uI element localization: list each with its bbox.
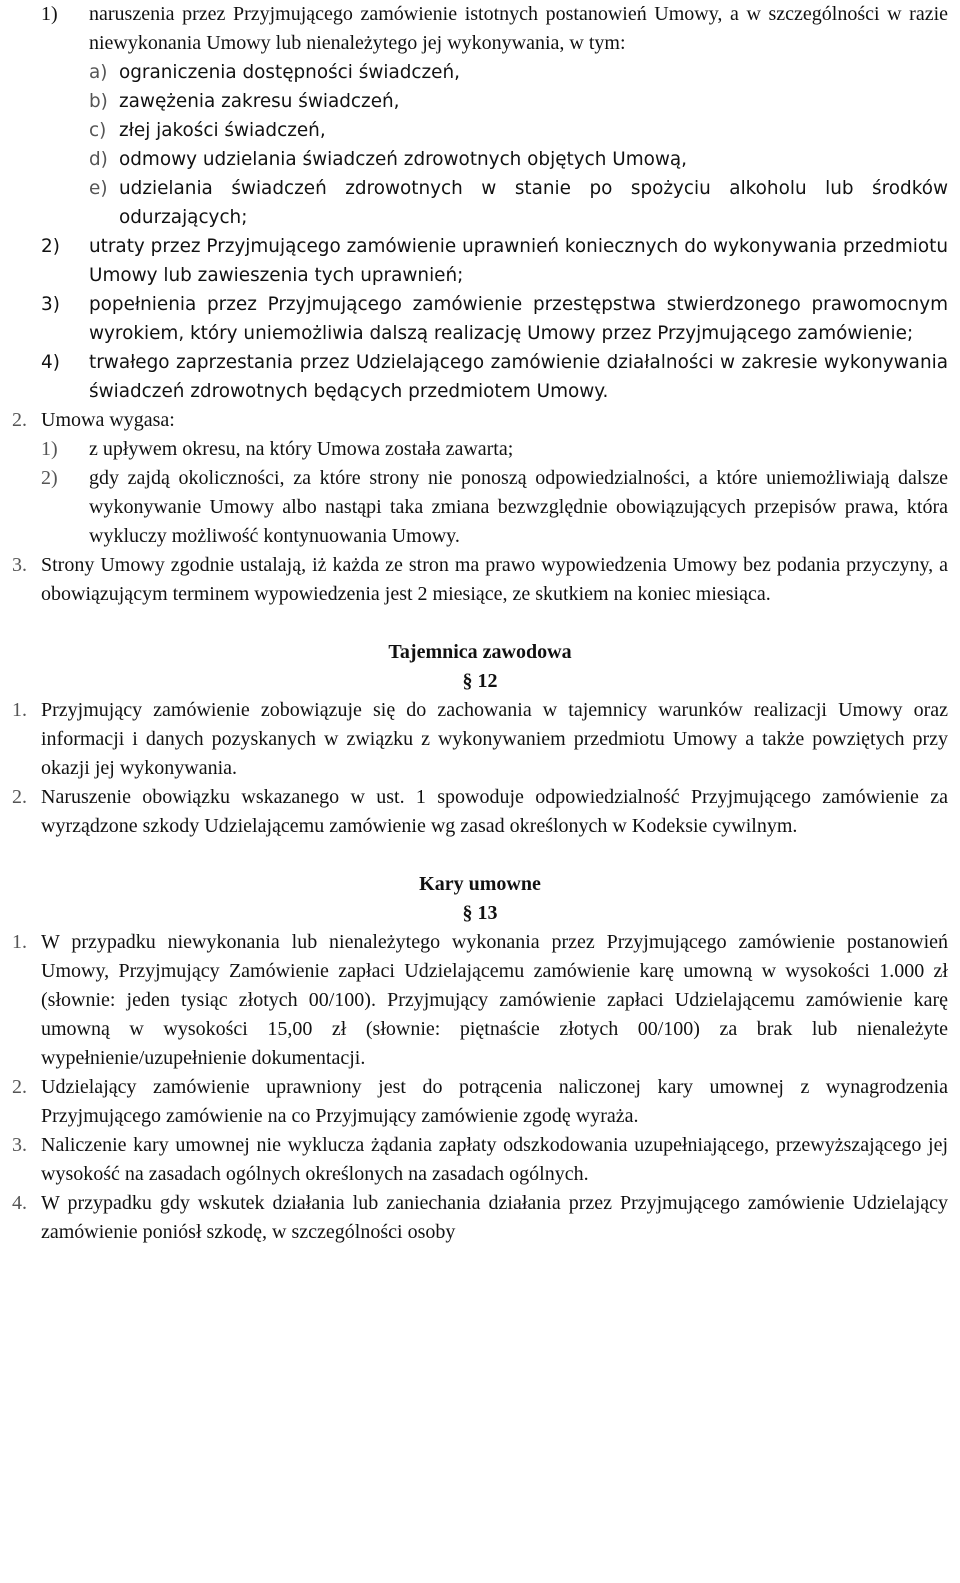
clause-text: Strony Umowy zgodnie ustalają, iż każda ze stron ma prawo wypowiedzenia Umowy bez podania przyczyny, a obowiązującym terminem wypowiedzenia jest 2 miesiące, ze skutkiem na koniec miesiąca. [41, 554, 948, 605]
clause-number: 3. [12, 554, 27, 576]
clause-number: 2. [12, 409, 27, 431]
sub-list-item [12, 87, 948, 116]
item-number: 2) [41, 467, 58, 489]
clause-text: Umowa wygasa: [41, 409, 175, 431]
sub-item-text: złej jakości świadczeń, [119, 120, 326, 141]
sub-item-letter: a) [89, 62, 108, 83]
clause-item [12, 551, 948, 609]
clause-item [12, 783, 948, 841]
clause-number: 2. [12, 786, 27, 808]
sub-list-item [12, 58, 948, 87]
clause-text: Udzielający zamówienie uprawniony jest do potrącenia naliczonej kary umownej z wynagrodzenia Przyjmującego zamówienie na co Przyjmujący zamówienie zgodę wyraża. [41, 1076, 948, 1127]
clause-item [12, 696, 948, 783]
clause-number: 2. [12, 1076, 27, 1098]
item-number: 2) [41, 236, 60, 257]
clause-number: 3. [12, 1134, 27, 1156]
sub-item-text: odmowy udzielania świadczeń zdrowotnych objętych Umową, [119, 149, 688, 170]
clause-item [12, 1131, 948, 1189]
item-text: trwałego zaprzestania przez Udzielającego zamówienie działalności w zakresie wykonywania świadczeń zdrowotnych będących przedmiotem Umowy. [89, 352, 948, 402]
sub-item-letter: c) [89, 120, 107, 141]
section-title: Kary umowne [419, 873, 541, 895]
sub-item-letter: d) [89, 149, 108, 170]
sub-list-item [12, 116, 948, 145]
clause-text: W przypadku gdy wskutek działania lub zaniechania działania przez Przyjmującego zamówienie Udzielający zamówienie poniósł szkodę, w szczególności osoby [41, 1192, 948, 1243]
item-text: utraty przez Przyjmującego zamówienie uprawnień koniecznych do wykonywania przedmiotu Umowy lub zawieszenia tych uprawnień; [89, 236, 948, 286]
list-item [12, 232, 948, 290]
item-number: 1) [41, 438, 58, 460]
section-symbol: § 13 [462, 902, 498, 924]
item-text: gdy zajdą okoliczności, za które strony nie ponoszą odpowiedzialności, a które uniemożliwiają dalsze wykonywanie Umowy albo nastąpi taka zmiana bezwzględnie obowiązujących przepisów prawa, która wykluczy możliwość kontynuowania Umowy. [89, 467, 948, 547]
sub-list-item [12, 174, 948, 232]
clause-number: 1. [12, 931, 27, 953]
section-title: Tajemnica zawodowa [388, 641, 572, 663]
item-number: 1) [41, 3, 58, 25]
item-number: 3) [41, 294, 60, 315]
sub-item-text: zawężenia zakresu świadczeń, [119, 91, 400, 112]
sub-list-item [12, 145, 948, 174]
sub-item-letter: e) [89, 178, 108, 199]
sub-item-text: udzielania świadczeń zdrowotnych w stanie po spożyciu alkoholu lub środków odurzających; [119, 178, 948, 228]
item-text: z upływem okresu, na który Umowa została zawarta; [89, 438, 514, 460]
clause-number: 1. [12, 699, 27, 721]
list-item [12, 290, 948, 348]
sub-item-text: ograniczenia dostępności świadczeń, [119, 62, 460, 83]
clause-item [12, 928, 948, 1073]
item-text: naruszenia przez Przyjmującego zamówienie istotnych postanowień Umowy, a w szczególności w razie niewykonania Umowy lub nienależytego jej wykonywania, w tym: [89, 3, 948, 54]
section-symbol: § 12 [462, 670, 498, 692]
sub-item-letter: b) [89, 91, 108, 112]
list-item [12, 0, 948, 58]
clause-item [12, 406, 948, 435]
list-item [12, 435, 948, 464]
clause-text: Naruszenie obowiązku wskazanego w ust. 1 spowoduje odpowiedzialność Przyjmującego zamówienie za wyrządzone szkody Udzielającemu zamówienie wg zasad określonych w Kodeksie cywilnym. [41, 786, 948, 837]
list-item [12, 348, 948, 406]
clause-item [12, 1189, 948, 1247]
clause-text: W przypadku niewykonania lub nienależytego wykonania przez Przyjmującego zamówienie postanowień Umowy, Przyjmujący Zamówienie zapłaci Udzielającemu zamówienie karę umowną w wysokości 1.000 zł (słownie: jeden tysiąc złotych 00/100). Przyjmujący zamówienie zapłaci Udzielającemu zamówienie karę umowną w wysokości 15,00 zł (słownie: piętnaście złotych 00/100) za brak lub nienależyte wypełnienie/uzupełnienie dokumentacji. [41, 931, 948, 1069]
clause-text: Naliczenie kary umownej nie wyklucza żądania zapłaty odszkodowania uzupełniającego, przewyższającego jej wysokość na zasadach ogólnych określonych na zasadach ogólnych. [41, 1134, 948, 1185]
clause-item [12, 1073, 948, 1131]
list-item [12, 464, 948, 551]
item-number: 4) [41, 352, 60, 373]
clause-text: Przyjmujący zamówienie zobowiązuje się do zachowania w tajemnicy warunków realizacji Umowy oraz informacji i danych pozyskanych w związku z wykonywaniem przedmiotu Umowy a także powziętych przy okazji jej wykonywania. [41, 699, 948, 779]
clause-number: 4. [12, 1192, 27, 1214]
item-text: popełnienia przez Przyjmującego zamówienie przestępstwa stwierdzonego prawomocnym wyrokiem, który uniemożliwia dalszą realizację Umowy przez Przyjmującego zamówienie; [89, 294, 948, 344]
